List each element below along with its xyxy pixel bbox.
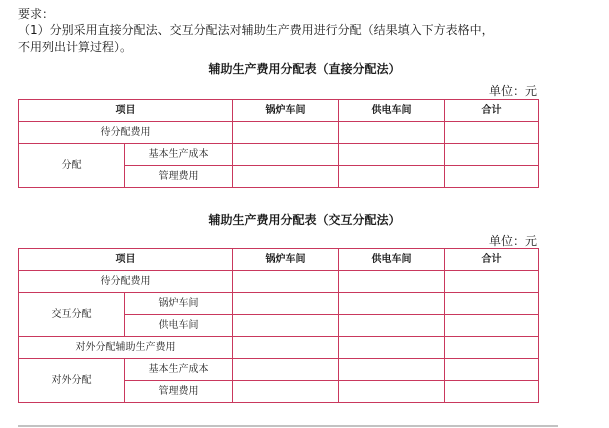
question-line-1: （1）分别采用直接分配法、交互分配法对辅助生产费用进行分配（结果填入下方表格中， (18, 23, 494, 37)
cell-input[interactable] (233, 337, 339, 359)
cell-input[interactable] (339, 293, 445, 315)
row-admin-cost-label: 管理费用 (125, 381, 233, 403)
table-row (19, 359, 539, 381)
header-item: 项目 (19, 249, 233, 271)
header-total: 合计 (445, 249, 539, 271)
cell-input[interactable] (233, 293, 339, 315)
cell-input[interactable] (233, 381, 339, 403)
cell-input[interactable] (339, 337, 445, 359)
header-power: 供电车间 (339, 100, 445, 122)
table-row (19, 144, 539, 166)
cell-input[interactable] (445, 144, 539, 166)
cell-input[interactable] (445, 166, 539, 188)
row-pending-label: 待分配费用 (19, 122, 233, 144)
header-boiler: 锅炉车间 (233, 249, 339, 271)
table-row (19, 293, 539, 315)
mutual-allocation-table (18, 248, 539, 403)
cell-input[interactable] (339, 359, 445, 381)
row-external-aux-label: 对外分配辅助生产费用 (19, 337, 233, 359)
cell-input[interactable] (339, 271, 445, 293)
question-line-2: 不用列出计算过程）。 (18, 40, 133, 54)
cell-input[interactable] (339, 381, 445, 403)
direct-allocation-table (18, 99, 539, 188)
row-basic-cost-label: 基本生产成本 (125, 144, 233, 166)
cell-input[interactable] (233, 359, 339, 381)
row-basic-cost-label: 基本生产成本 (125, 359, 233, 381)
cell-input[interactable] (445, 271, 539, 293)
table1-unit: 单位：元 (488, 84, 537, 98)
row-boiler-ws-label: 锅炉车间 (125, 293, 233, 315)
cell-input[interactable] (339, 315, 445, 337)
cell-input[interactable] (233, 271, 339, 293)
header-power: 供电车间 (339, 249, 445, 271)
table2-unit: 单位：元 (488, 234, 537, 248)
cell-input[interactable] (445, 315, 539, 337)
header-boiler: 锅炉车间 (233, 100, 339, 122)
table-row (19, 337, 539, 359)
cell-input[interactable] (233, 166, 339, 188)
cell-input[interactable] (445, 359, 539, 381)
row-power-ws-label: 供电车间 (125, 315, 233, 337)
row-admin-cost-label: 管理费用 (125, 166, 233, 188)
cell-input[interactable] (233, 122, 339, 144)
cell-input[interactable] (445, 337, 539, 359)
table-row (19, 122, 539, 144)
requirement-label: 要求： (18, 7, 55, 21)
row-mutual-label: 交互分配 (19, 293, 125, 337)
table-header-row (19, 249, 539, 271)
row-allocation-label: 分配 (19, 144, 125, 188)
cell-input[interactable] (339, 144, 445, 166)
cell-input[interactable] (445, 293, 539, 315)
row-pending-label: 待分配费用 (19, 271, 233, 293)
table-row (19, 271, 539, 293)
cell-input[interactable] (445, 381, 539, 403)
cell-input[interactable] (339, 166, 445, 188)
table1-title: 辅助生产费用分配表（直接分配法） (208, 62, 401, 76)
cell-input[interactable] (233, 315, 339, 337)
cell-input[interactable] (233, 144, 339, 166)
header-total: 合计 (445, 100, 539, 122)
table2-title: 辅助生产费用分配表（交互分配法） (208, 213, 401, 227)
row-external-label: 对外分配 (19, 359, 125, 403)
table-header-row (19, 100, 539, 122)
header-item: 项目 (19, 100, 233, 122)
cell-input[interactable] (339, 122, 445, 144)
cell-input[interactable] (445, 122, 539, 144)
